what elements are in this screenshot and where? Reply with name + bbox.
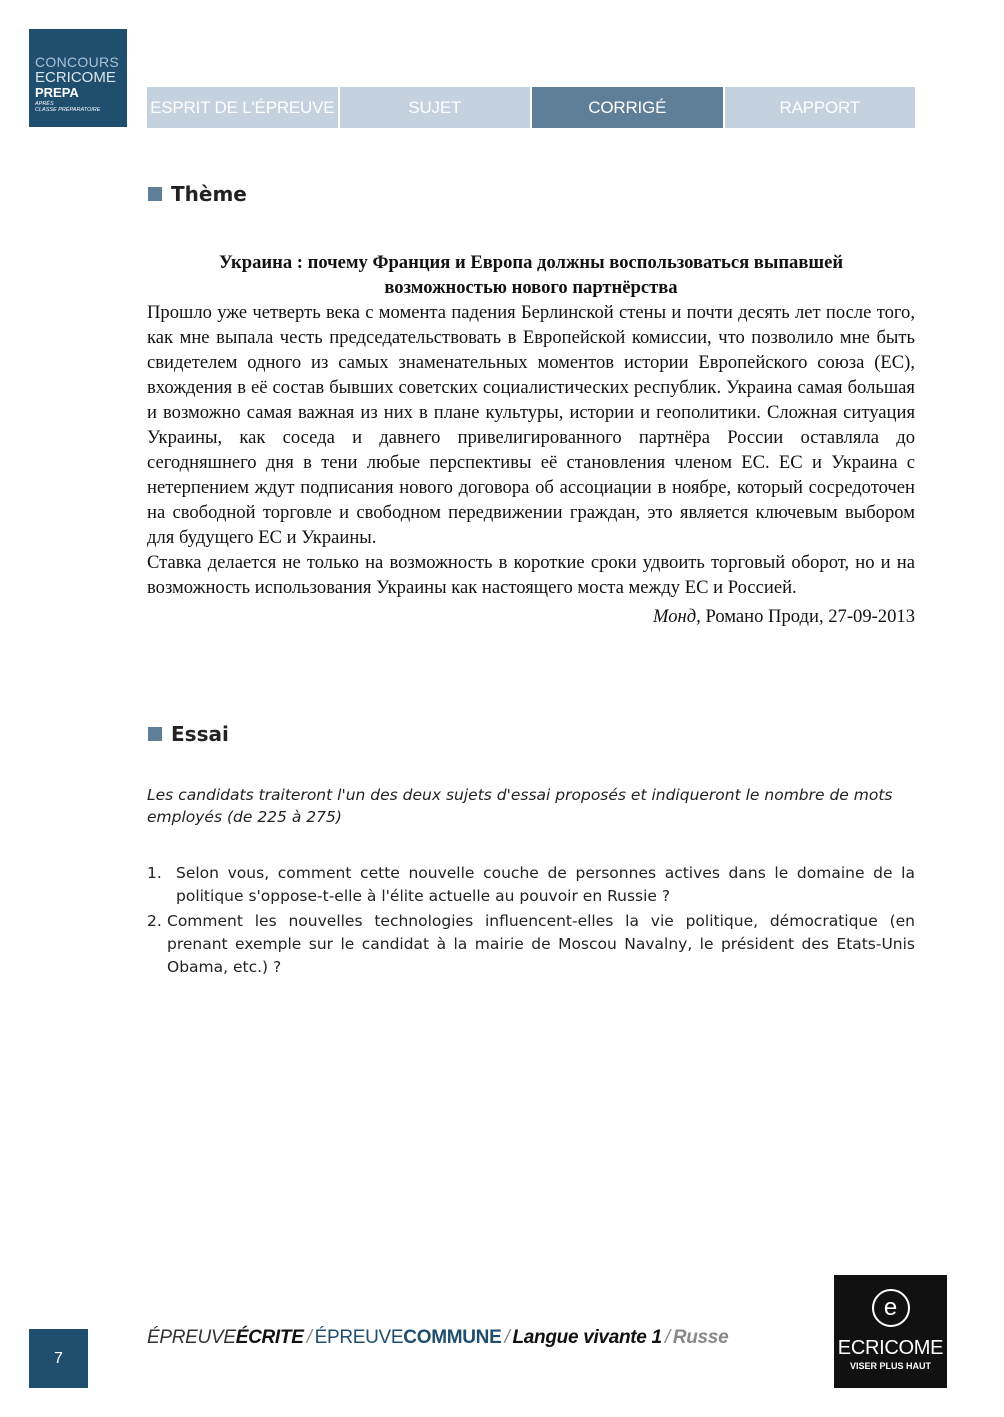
footer-separator: / xyxy=(306,1327,312,1348)
logo-line-ecricome: ECRICOME xyxy=(35,69,116,86)
question-number: 2. xyxy=(147,912,162,930)
article-title-line2: возможностью нового партнёрства xyxy=(384,277,678,298)
footer-langue: Langue vivante 1 xyxy=(512,1327,662,1348)
article-paragraph-2: Ставка делается не только на возможность в короткие сроки удвоить торговый оборот, но и на возможность использования Украины как настоящего моста между ЕС и Россией. xyxy=(147,552,915,598)
article-title-line1: Украина : почему Франция и Европа должны воспользоваться выпавшей xyxy=(218,252,844,273)
brand-name: ECRICOME xyxy=(837,1337,944,1359)
article-paragraph-1: Прошло уже четверть века с момента падения Берлинской стены и почти десять лет после того, как мне выпала честь председательствовать в Европейской комиссии, что позволило мне быть свидетелем одного из самых знаменательных моментов истории Европейского союза (ЕС), вхождения в её состав бывших советских социалистических республик. Украина самая большая и возможно самая важная из них в плане культуры, истории и геополитики. Сложная ситуация Украины, как соседа и давнего привелигированного партнёра России оставляла до сегодняшнего дня в тени любые перспективы её становления членом ЕС. ЕС и Украина с нетерпением ждут подписания нового договора об ассоциации в ноябре, который сосредоточен на свободной торговле и свободном передвижении граждан, это является ключевым выбором для будущего ЕС и Украины. xyxy=(147,302,915,548)
essai-instructions: Les candidats traiteront l'un des deux sujets d'essai proposés et indiqueront le nombre de mots employés (de 225 à 275) xyxy=(147,786,893,826)
logo-line-classe: CLASSE PRÉPARATOIRE xyxy=(35,106,101,113)
footer-epreuve: ÉPREUVE xyxy=(147,1327,236,1348)
heading-square-icon xyxy=(148,727,162,741)
footer-separator: / xyxy=(664,1327,670,1348)
essai-heading-label: Essai xyxy=(171,722,229,746)
footer-separator: / xyxy=(504,1327,510,1348)
question-number: 1. xyxy=(147,864,162,882)
tab-corrige[interactable]: CORRIGÉ xyxy=(532,87,723,128)
logo-line-concours: CONCOURS xyxy=(35,54,120,70)
tab-sujet[interactable]: SUJET xyxy=(340,87,531,128)
source-newspaper: Монд xyxy=(652,606,697,627)
article xyxy=(147,250,915,629)
theme-heading xyxy=(148,182,247,206)
page-number: 7 xyxy=(29,1329,88,1388)
section-tabs xyxy=(147,87,915,128)
question-text: Comment les nouvelles technologies influencent-elles la vie politique, démocratique (en prenant exemple sur le candidat à la mairie de Moscou Navalny, le président des Etats-Unis Obama, etc.) ? xyxy=(167,912,915,976)
logo-line-prepa: PREPA xyxy=(35,85,79,100)
tab-rapport[interactable]: RAPPORT xyxy=(725,87,916,128)
question-text: Selon vous, comment cette nouvelle couche de personnes actives dans le domaine de la politique s'oppose-t-elle à l'élite actuelle au pouvoir en Russie ? xyxy=(176,864,915,905)
footer-russe: Russe xyxy=(672,1327,729,1348)
heading-square-icon xyxy=(148,187,162,201)
footer-epreuve-2: ÉPREUVE xyxy=(314,1327,404,1348)
list-item xyxy=(147,910,915,979)
source-author-date: , Романо Проди, 27-09-2013 xyxy=(696,606,915,627)
article-source xyxy=(147,604,915,629)
article-title xyxy=(147,250,915,300)
footer-commune: COMMUNE xyxy=(403,1327,502,1348)
concours-logo xyxy=(29,29,127,127)
theme-heading-label: Thème xyxy=(171,182,247,206)
footer-breadcrumb xyxy=(147,1327,728,1349)
ecricome-brand-logo xyxy=(834,1275,947,1388)
list-item xyxy=(147,862,915,908)
essai-heading xyxy=(148,722,229,746)
logo-line-apres: APRÈS xyxy=(35,101,54,107)
question-list xyxy=(147,862,915,981)
footer-ecrite: ÉCRITE xyxy=(235,1327,304,1348)
brand-tagline: VISER PLUS HAUT xyxy=(849,1361,931,1371)
ecricome-e-icon: e xyxy=(872,1289,910,1327)
tab-esprit[interactable]: ESPRIT DE L'ÉPREUVE xyxy=(147,87,338,128)
